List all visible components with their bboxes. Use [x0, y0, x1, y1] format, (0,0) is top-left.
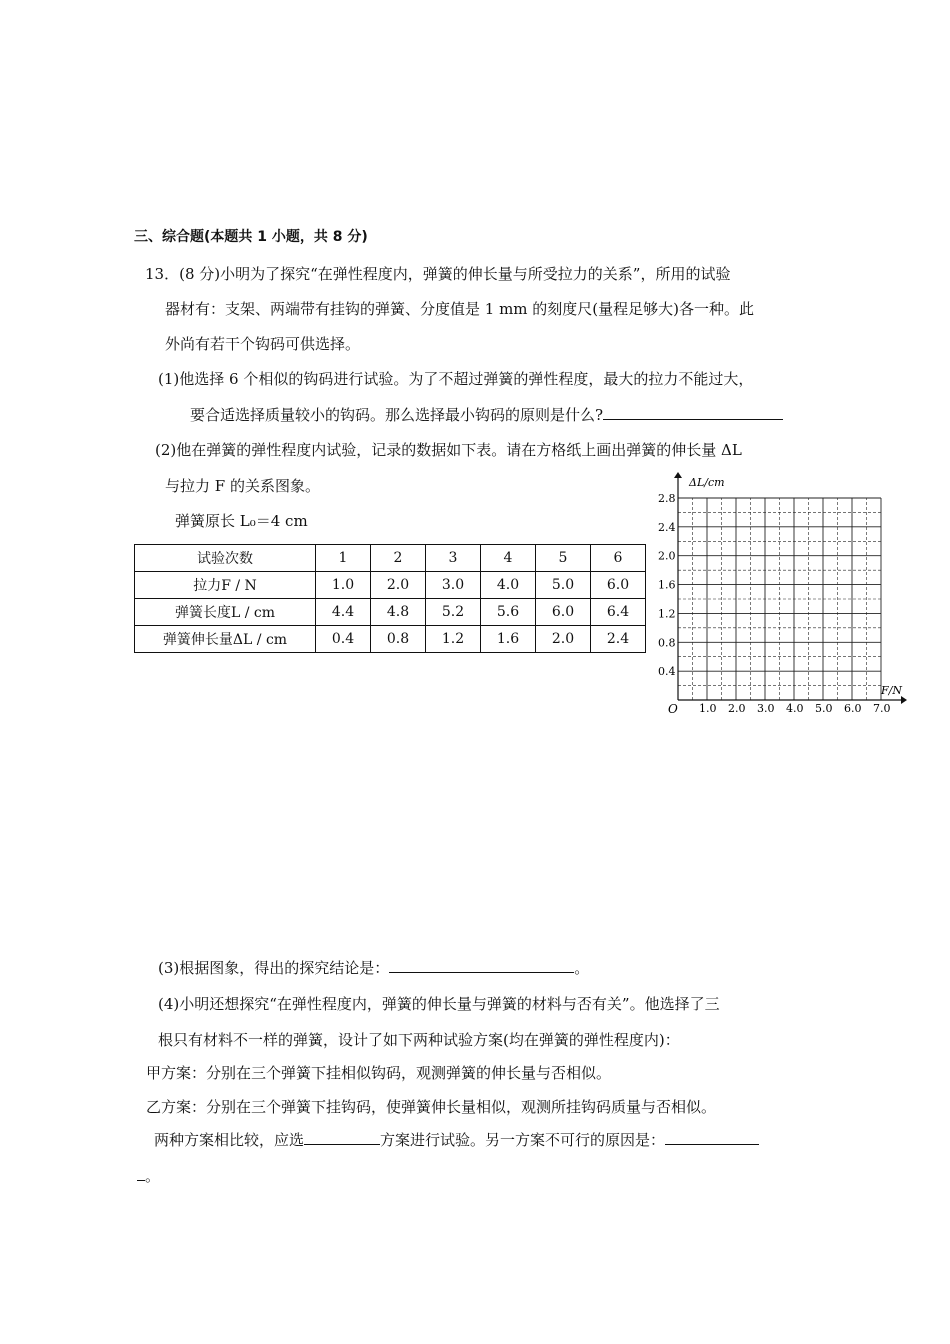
compare-line	[154, 1130, 759, 1150]
part3-end: 。	[574, 959, 590, 977]
x-axis-label: F/N	[881, 684, 902, 697]
y-axis-arrow-icon	[674, 472, 682, 478]
y-axis-label: ΔL/cm	[689, 476, 725, 489]
part3-text: (3)根据图象，得出的探究结论是：	[158, 959, 390, 977]
part2-line-1: (2)他在弹簧的弹性程度内试验，记录的数据如下表。请在方格纸上画出弹簧的伸长量 ΔL	[155, 441, 742, 459]
question-line-3: 外尚有若干个钩码可供选择。	[165, 335, 361, 353]
part4-line-1: (4)小明还想探究“在弹性程度内，弹簧的伸长量与弹簧的材料与否有关”。他选择了三	[158, 995, 720, 1013]
table-row	[135, 572, 646, 599]
table-cell: 5.2	[426, 599, 481, 626]
y-tick-label: 2.8	[658, 492, 676, 505]
table-header-cell: 弹簧长度L / cm	[135, 599, 316, 626]
answer-blank-1[interactable]	[603, 405, 783, 420]
part4-line-2: 根只有材料不一样的弹簧，设计了如下两种试验方案(均在弹簧的弹性程度内)：	[158, 1031, 680, 1049]
table-cell: 2.0	[371, 572, 426, 599]
table-cell: 5.6	[481, 599, 536, 626]
x-tick-label: 4.0	[786, 702, 804, 715]
table-cell: 1.6	[481, 626, 536, 653]
y-tick-label: 2.0	[658, 549, 676, 563]
x-tick-label: 5.0	[815, 702, 833, 715]
y-tick-label: 1.2	[658, 607, 676, 621]
compare-text-a: 两种方案相比较，应选	[154, 1131, 305, 1149]
part1-line-1: (1)他选择 6 个相似的钩码进行试验。为了不超过弹簧的弹性程度，最大的拉力不能过大，	[158, 370, 754, 388]
x-tick-label: 2.0	[728, 702, 746, 715]
table-cell: 4	[481, 545, 536, 572]
table-cell: 2.4	[591, 626, 646, 653]
table-cell: 5.0	[536, 572, 591, 599]
table-cell: 1.0	[316, 572, 371, 599]
graph-paper[interactable]	[655, 470, 915, 730]
table-cell: 3.0	[426, 572, 481, 599]
tick-labels	[658, 492, 891, 715]
answer-blank-2[interactable]	[389, 958, 574, 973]
origin-label: O	[668, 702, 678, 716]
table-row	[135, 599, 646, 626]
x-tick-label: 3.0	[757, 702, 775, 715]
table-cell: 4.8	[371, 599, 426, 626]
table-cell: 1.2	[426, 626, 481, 653]
table-cell: 1	[316, 545, 371, 572]
question-line-2: 器材有：支架、两端带有挂钩的弹簧、分度值是 1 mm 的刻度尺(量程足够大)各一种。此	[165, 300, 755, 318]
table-cell: 4.4	[316, 599, 371, 626]
axes	[674, 472, 907, 704]
part3-line	[158, 958, 589, 978]
table-row	[135, 545, 646, 572]
y-tick-label: 2.4	[658, 520, 676, 534]
table-cell: 5	[536, 545, 591, 572]
part1-question-text: 要合适选择质量较小的钩码。那么选择最小钩码的原则是什么?	[190, 406, 604, 424]
x-tick-label: 1.0	[699, 702, 717, 715]
table-cell: 0.8	[371, 626, 426, 653]
table-header-cell: 弹簧伸长量ΔL / cm	[135, 626, 316, 653]
table-cell: 3	[426, 545, 481, 572]
table-header-cell: 拉力F / N	[135, 572, 316, 599]
section-title: 三、综合题(本题共 1 小题，共 8 分)	[134, 229, 368, 245]
answer-blank-3[interactable]	[304, 1130, 380, 1145]
table-cell: 0.4	[316, 626, 371, 653]
data-table	[134, 544, 646, 653]
x-tick-label: 6.0	[844, 702, 862, 715]
original-length: 弹簧原长 L₀＝4 cm	[175, 512, 308, 530]
plan-b: 乙方案：分别在三个弹簧下挂钩码，使弹簧伸长量相似，观测所挂钩码质量与否相似。	[146, 1098, 717, 1116]
answer-blank-4[interactable]	[665, 1130, 759, 1145]
table-cell: 6.0	[591, 572, 646, 599]
final-end-mark: 。	[145, 1167, 161, 1185]
compare-text-b: 方案进行试验。另一方案不可行的原因是：	[380, 1131, 666, 1149]
table-cell: 6	[591, 545, 646, 572]
grid-lines	[678, 498, 881, 700]
y-tick-label: 0.8	[658, 636, 676, 650]
table-cell: 2	[371, 545, 426, 572]
part1-line-2	[190, 405, 783, 425]
table-row	[135, 626, 646, 653]
table-cell: 6.4	[591, 599, 646, 626]
table-cell: 4.0	[481, 572, 536, 599]
y-tick-label: 1.6	[658, 578, 676, 592]
x-axis-arrow-icon	[901, 696, 907, 704]
part2-line-2: 与拉力 F 的关系图象。	[165, 477, 320, 495]
plan-a: 甲方案：分别在三个弹簧下挂相似钩码，观测弹簧的伸长量与否相似。	[146, 1064, 612, 1082]
x-tick-label: 7.0	[873, 702, 891, 715]
question-line-1: 13．(8 分)小明为了探究“在弹性程度内，弹簧的伸长量与所受拉力的关系”，所用的试验	[145, 265, 731, 283]
y-tick-label: 0.4	[658, 665, 676, 679]
table-cell: 2.0	[536, 626, 591, 653]
answer-blank-4-continued[interactable]	[137, 1166, 145, 1181]
table-header-cell: 试验次数	[135, 545, 316, 572]
table-cell: 6.0	[536, 599, 591, 626]
final-line	[137, 1166, 160, 1186]
